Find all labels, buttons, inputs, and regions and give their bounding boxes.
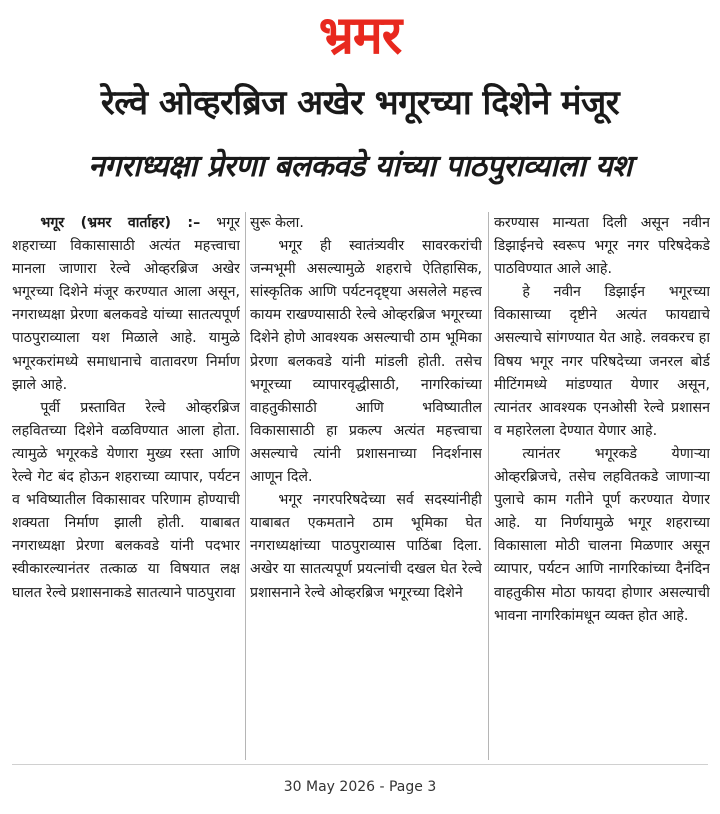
article-paragraph: भगूर ही स्वातंत्र्यवीर सावरकरांची जन्मभूमी असल्यामुळे शहराचे ऐतिहासिक, सांस्कृतिक आणि पर्यटनदृष्ट्या असलेले महत्त्व कायम राखण्यासाठी रेल्वे ओव्हरब्रिज भगूरच्या दिशेने होणे आवश्यक असल्याची ठाम भूमिका प्रेरणा बलकवडे यांनी मांडली होती. तसेच भगूरच्या व्यापारवृद्धीसाठी, नागरिकांच्या वाहतुकीसाठी आणि भविष्यातील विकासासाठी हा प्रकल्प अत्यंत महत्त्वाचा असल्याचे त्यांनी प्रशासनाच्या निदर्शनास आणून दिले. <box>250 238 482 486</box>
article-paragraph: हे नवीन डिझाईन भगूरच्या विकासाच्या दृष्टीने अत्यंत फायद्याचे असल्याचे सांगण्यात येत आहे. लवकरच हा विषय भगूर नगर परिषदेच्या जनरल बोर्ड मीटिंगमध्ये मांडण्यात येणार असून, त्यानंतर आवश्यक एनओसी रेल्वे प्रशासन व महारेलला देण्यात येणार आहे. <box>494 284 710 439</box>
article-body <box>12 212 712 760</box>
article-headline: रेल्वे ओव्हरब्रिज अखेर भगूरच्या दिशेने मंजूर <box>100 83 620 123</box>
article-paragraph <box>12 212 240 397</box>
dateline: भगूर (भ्रमर वार्ताहर) :– <box>40 215 201 231</box>
article-column-2 <box>250 212 482 760</box>
article-column-3 <box>494 212 710 760</box>
article-column-1 <box>12 212 240 760</box>
page-footer: 30 May 2026 - Page 3 <box>283 779 437 795</box>
masthead <box>0 0 720 70</box>
article-paragraph: सुरू केला. <box>250 215 304 231</box>
article-paragraph: भगूर नगरपरिषदेच्या सर्व सदस्यांनीही याबाबत एकमताने ठाम भूमिका घेत नगराध्यक्षांच्या पाठपुराव्यास पाठिंबा दिला. अखेर या सातत्यपूर्ण प्रयत्नांची दखल घेत रेल्वे प्रशासनाने रेल्वे ओव्हरब्रिज भगूरच्या दिशेने <box>250 492 482 601</box>
article-paragraph: त्यानंतर भगूरकडे येणाऱ्या ओव्हरब्रिजचे, तसेच लहवितकडे जाणाऱ्या पुलाचे काम गतीने पूर्ण करण्यात येणार आहे. या निर्णयामुळे भगूर शहराच्या विकासाला मोठी चालना मिळणार असून व्यापार, पर्यटन आणि नागरिकांच्या दैनंदिन वाहतुकीस मोठा फायदा होणार असल्याची भावना नागरिकांमधून व्यक्त होत आहे. <box>494 445 710 624</box>
column-divider <box>488 212 489 760</box>
paragraph-text: भगूर शहराच्या विकासासाठी अत्यंत महत्त्वाचा मानला जाणारा रेल्वे ओव्हरब्रिज अखेर भगूरच्या दिशेने मंजूर करण्यात आला असून, नगराध्यक्षा प्रेरणा बलकवडे यांच्या सातत्यपूर्ण पाठपुराव्याला यश मिळाले आहे. यामुळे भगूरकरांमध्ये समाधानाचे वातावरण निर्माण झाले आहे. <box>12 215 240 393</box>
article-subheadline: नगराध्यक्षा प्रेरणा बलकवडे यांच्या पाठपुराव्याला यश <box>88 149 632 184</box>
article-paragraph: पूर्वी प्रस्तावित रेल्वे ओव्हरब्रिज लहवितच्या दिशेने वळविण्यात आला होता. त्यामुळे भगूरकडे येणारा मुख्य रस्ता आणि रेल्वे गेट बंद होऊन शहराच्या व्यापार, पर्यटन व भविष्यातील विकासावर परिणाम होण्याची शक्यता निर्माण झाली होती. याबाबत नगराध्यक्षा प्रेरणा बलकवडे यांनी पदभार स्वीकारल्यानंतर तत्काळ या विषयात लक्ष घालत रेल्वे प्रशासनाकडे सातत्याने पाठपुरावा <box>12 399 240 601</box>
column-divider <box>245 212 246 760</box>
article-paragraph: करण्यास मान्यता दिली असून नवीन डिझाईनचे स्वरूप भगूर नगर परिषदेकडे पाठविण्यात आले आहे. <box>494 215 710 278</box>
newspaper-logo: भ्रमर <box>318 4 402 66</box>
footer-divider <box>12 764 708 765</box>
